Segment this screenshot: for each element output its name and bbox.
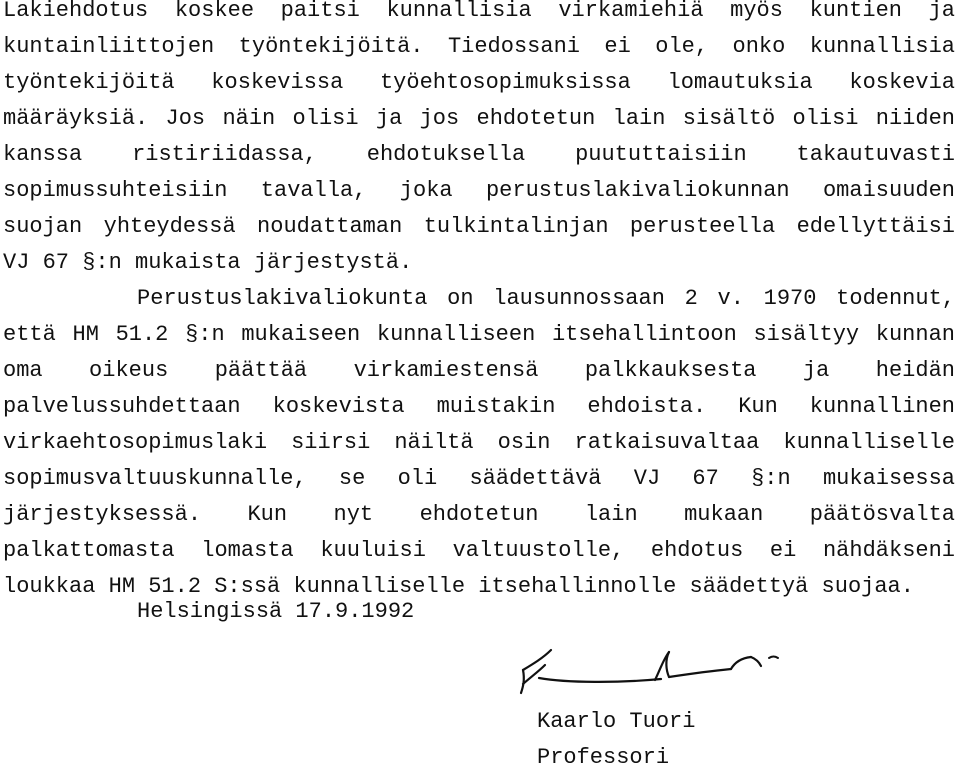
text-line-2: kuntainliittojen työntekijöitä. Tiedossani ei ole, onko kunnallisia — [3, 34, 955, 59]
date-line: Helsingissä 17.9.1992 — [137, 599, 415, 624]
text-line-10: että HM 51.2 §:n mukaiseen kunnalliseen itsehallintoon sisältyy kunnan — [3, 322, 955, 347]
handwritten-signature — [515, 640, 785, 710]
text-line-16: palkattomasta lomasta kuuluisi valtuustolle, ehdotus ei nähdäkseni — [3, 538, 955, 563]
text-line-1: Lakiehdotus koskee paitsi kunnallisia virkamiehiä myös kuntien ja — [3, 0, 955, 23]
text-line-13: virkaehtosopimuslaki siirsi näiltä osin ratkaisuvaltaa kunnalliselle — [3, 430, 955, 455]
text-line-15: järjestyksessä. Kun nyt ehdotetun lain mukaan päätösvalta — [3, 502, 955, 527]
text-line-4: määräyksiä. Jos näin olisi ja jos ehdotetun lain sisältö olisi niiden — [3, 106, 955, 131]
text-line-5: kanssa ristiriidassa, ehdotuksella puututtaisiin takautuvasti — [3, 142, 955, 167]
text-line-14: sopimusvaltuuskunnalle, se oli säädettävä VJ 67 §:n mukaisessa — [3, 466, 955, 491]
text-line-9: Perustuslakivaliokunta on lausunnossaan 2 v. 1970 todennut, — [137, 286, 955, 311]
signer-name: Kaarlo Tuori — [537, 709, 696, 734]
text-line-12: palvelussuhdettaan koskevista muistakin ehdoista. Kun kunnallinen — [3, 394, 955, 419]
text-line-8: VJ 67 §:n mukaista järjestystä. — [3, 250, 413, 275]
text-line-17: loukkaa HM 51.2 S:ssä kunnalliselle itsehallinnolle säädettyä suojaa. — [3, 574, 914, 599]
text-line-11: oma oikeus päättää virkamiestensä palkkauksesta ja heidän — [3, 358, 955, 383]
text-line-6: sopimussuhteisiin tavalla, joka perustuslakivaliokunnan omaisuuden — [3, 178, 955, 203]
text-line-3: työntekijöitä koskevissa työehtosopimuksissa lomautuksia koskevia — [3, 70, 955, 95]
text-line-7: suojan yhteydessä noudattaman tulkintalinjan perusteella edellyttäisi — [3, 214, 955, 239]
signer-title: Professori — [537, 745, 670, 770]
